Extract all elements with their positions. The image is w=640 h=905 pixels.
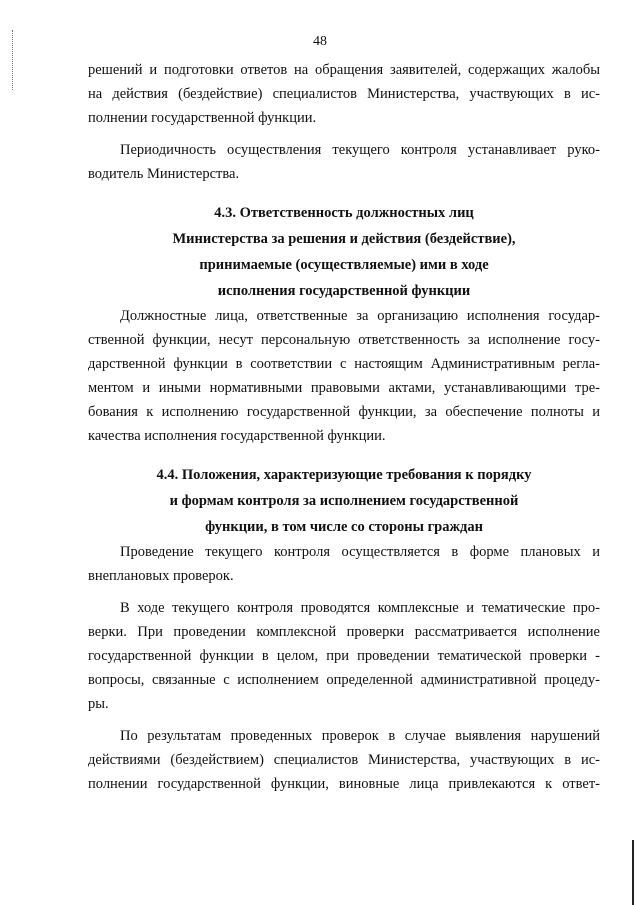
text-line: Проведение текущего контроля осуществляется в форме плановых и (120, 544, 600, 560)
text-line: Периодичность осуществления текущего контроля устанавливает руко- (120, 142, 600, 158)
text-line: ственной функции, несут персональную ответственность за исполнение госу- (88, 332, 600, 348)
section-4-4-paragraph-2 (88, 596, 600, 716)
text-line: на действия (бездействие) специалистов Министерства, участвующих в ис- (88, 86, 600, 102)
text-line: По результатам проведенных проверок в случае выявления нарушений (120, 728, 600, 744)
heading-line: Министерства за решения и действия (бездействие), (172, 231, 516, 247)
text-line: ментом и иными нормативными правовыми актами, устанавливающими тре- (88, 380, 600, 396)
text-line: верки. При проведении комплексной проверки рассматривается исполнение (88, 624, 600, 640)
section-4-4-paragraph-3 (88, 724, 600, 796)
scan-artifact-right (632, 840, 634, 905)
heading-line: функции, в том числе со стороны граждан (205, 519, 483, 535)
section-4-4-heading (88, 462, 600, 540)
text-line: действиями (бездействием) специалистов Министерства, участвующих в ис- (88, 752, 600, 768)
section-4-3-heading (88, 200, 600, 304)
text-line: водитель Министерства. (88, 166, 240, 182)
heading-line: исполнения государственной функции (217, 283, 471, 299)
text-line: полнении государственной функции. (88, 110, 317, 126)
section-4-3-paragraph (88, 304, 600, 448)
intro-paragraph (88, 58, 600, 130)
text-line: полнении государственной функции, виновные лица привлекаются к ответ- (88, 776, 600, 792)
section-4-4-paragraph-1 (88, 540, 600, 588)
heading-line: 4.4. Положения, характеризующие требования к порядку (156, 467, 532, 483)
text-line: бования к исполнению государственной функции, за обеспечение полноты и (88, 404, 600, 420)
text-line: дарственной функции в соответствии с настоящим Административным регла- (88, 356, 600, 372)
page-number: 48 (313, 34, 327, 49)
text-line: Должностные лица, ответственные за организацию исполнения государ- (120, 308, 600, 324)
text-line: государственной функции в целом, при проведении тематической проверки - (88, 648, 600, 664)
text-line: вопросы, связанные с исполнением определенной административной процеду- (88, 672, 600, 688)
heading-line: и формам контроля за исполнением государственной (169, 493, 519, 509)
text-line: решений и подготовки ответов на обращения заявителей, содержащих жалобы (88, 62, 600, 78)
text-line: В ходе текущего контроля проводятся комплексные и тематические про- (120, 600, 600, 616)
heading-line: принимаемые (осуществляемые) ими в ходе (199, 257, 489, 273)
document-body (88, 58, 600, 796)
text-line: качества исполнения государственной функции. (88, 428, 386, 444)
periodicity-paragraph (88, 138, 600, 186)
heading-line: 4.3. Ответственность должностных лиц (214, 205, 474, 221)
text-line: ры. (88, 696, 109, 712)
text-line: внеплановых проверок. (88, 568, 234, 584)
